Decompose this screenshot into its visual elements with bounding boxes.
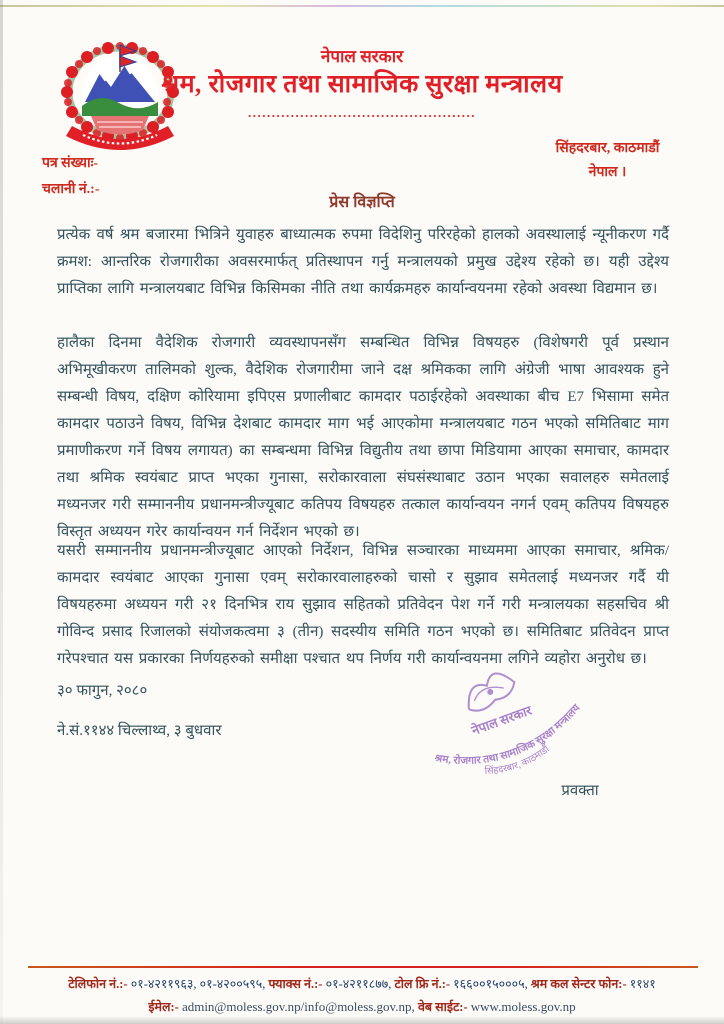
footer-divider-rule: [28, 966, 698, 968]
letterhead-address: [520, 137, 695, 185]
footer-email-web-line: [0, 998, 724, 1015]
date-nepal-sambat: ने.सं.११४४ चिल्लाथ्व, ३ बुधवार: [57, 723, 222, 739]
tollfree-label: टोल फ्रि नं.:-: [394, 977, 454, 991]
scan-artifact-top-line: [0, 5, 724, 7]
body-paragraph-1: प्रत्येक वर्ष श्रम बजारमा भित्रिने युवाहरु बाध्यात्मक रुपमा विदेशिनु परिरहेको हालको अवस्थालाई न्यूनीकरण गर्दै क्रमश: आन्तरिक रोजगारीका अवसरमार्फत् प्रतिस्थापन गर्नु मन्त्रालयको प्रमुख उद्देश्य रहेको छ। यही उद्देश्य प्राप्तिका लागि मन्त्रालयबाट विभिन्न किसिमका नीति तथा कार्यक्रमहरु कार्यान्वयनमा रहेको अवस्था विद्यमान छ।: [57, 227, 669, 297]
body-paragraph-2: हालैका दिनमा वैदेशिक रोजगारी व्यवस्थापनसँग सम्बन्धित विभिन्न विषयहरु (विशेषगरी पूर्व प्रस्थान अभिमूखीकरण तालिमको शुल्क, वैदेशिक रोजगारीमा जाने दक्ष श्रमिकका लागि अंग्रेजी भाषा आवश्यक हुने सम्बन्धी विषय, दक्षिण कोरियामा इपिएस प्रणालीबाट कामदार पठाईरहेको अवस्थाका बीच E7 भिसामा समेत कामदार पठाउने विषय, विभिन्न देशबाट कामदार माग भई आएकोमा मन्त्रालयबाट गठन भएको समितिबाट माग प्रमाणीकरण गर्ने विषय लगायत) का सम्बन्धमा विभिन्न विद्युतीय तथा छापा मिडियामा आएका समाचार, कामदार तथा श्रमिक स्वयंबाट प्राप्त भएका गुनासा, सरोकारवाला संघसंस्थाबाट उठान भएका सवालहरु समेतलाई मध्यनजर गरी सम्माननीय प्रधानमन्त्रीज्यूबाट कतिपय विषयहरु तत्काल कार्यान्वयन नगर्न एवम् कतिपय विषयहरु विस्तृत अध्ययन गरेर कार्यान्वयन गर्न निर्देशन भएको छ।: [57, 335, 669, 540]
telephone-numbers: ०१-४२११९६३, ०१-४२००५९५,: [130, 977, 269, 991]
body-paragraph-3: यसरी सम्माननीय प्रधानमन्त्रीज्यूबाट आएको निर्देशन, विभिन्न सञ्चारका माध्यममा आएका समाचार, श्रमिक/कामदार स्वयंबाट आएका गुनासा एवम् सरोकारवालाहरुको चासो र सुझाव समेतलाई मध्यनजर गर्दै यी विषयहरुमा अध्ययन गरी २१ दिनभित्र राय सुझाव सहितको प्रतिवेदन पेश गर्ने गरी मन्त्रालयका सहसचिव श्री गोविन्द प्रसाद रिजालको संयोजकत्वमा ३ (तीन) सदस्यीय समिति गठन भएको छ। समितिबाट प्रतिवेदन प्राप्त गरेपश्चात यस प्रकारका निर्णयहरुको समीक्षा पश्चात थप निर्णय गरी कार्यान्वयनमा लगिने व्यहोरा अनुरोध छ।: [57, 543, 669, 667]
date-bikram-sambat: ३० फागुन, २०८०: [57, 683, 148, 699]
address-line-city: सिंहदरबार, काठमाडौं: [555, 141, 660, 156]
call-center-label: श्रम कल सेन्टर फोन:-: [530, 977, 630, 991]
website-url: www.moless.gov.np: [470, 999, 576, 1014]
stamp-ministry-arc-text: श्रम, रोजगार तथा सामाजिक सुरक्षा मन्त्रालय: [433, 702, 583, 767]
email-label: ईमेल:-: [148, 1000, 182, 1014]
address-line-country: नेपाल ।: [588, 165, 627, 180]
letter-number-label: पत्र संख्याः-: [42, 156, 99, 171]
email-addresses: admin@moless.gov.np/info@moless.gov.np,: [181, 999, 418, 1014]
dispatch-number-label: चलानी नं.:-: [42, 182, 100, 197]
stamp-government-text: नेपाल सरकार: [469, 702, 534, 739]
call-center-number: ११४१: [629, 977, 656, 991]
scan-artifact-bottom-shadow: [0, 1016, 724, 1024]
fax-number: ०१-४२११८७७,: [325, 977, 395, 991]
tollfree-number: १६६००१५०००५,: [453, 977, 531, 991]
scan-artifact-left-edge: [0, 0, 3, 1024]
stamp-location-text: सिंहदरबार, काठमाडौं: [484, 744, 552, 778]
signature-role-spokesperson: प्रवक्ता: [561, 783, 599, 799]
footer-contact-line: [0, 975, 724, 992]
document-title: प्रेस विज्ञप्ति: [329, 194, 395, 211]
website-label: वेब साईट:-: [417, 1000, 471, 1014]
fax-label: फ्याक्स नं.:-: [268, 977, 326, 991]
telephone-label: टेलिफोन नं.:-: [68, 977, 131, 991]
letterhead-ministry-name: श्रम, रोजगार तथा सामाजिक सुरक्षा मन्त्रालय: [161, 71, 563, 98]
letterhead-dotted-separator: ................................................: [248, 105, 476, 120]
letterhead-government-name: नेपाल सरकार: [320, 47, 404, 66]
